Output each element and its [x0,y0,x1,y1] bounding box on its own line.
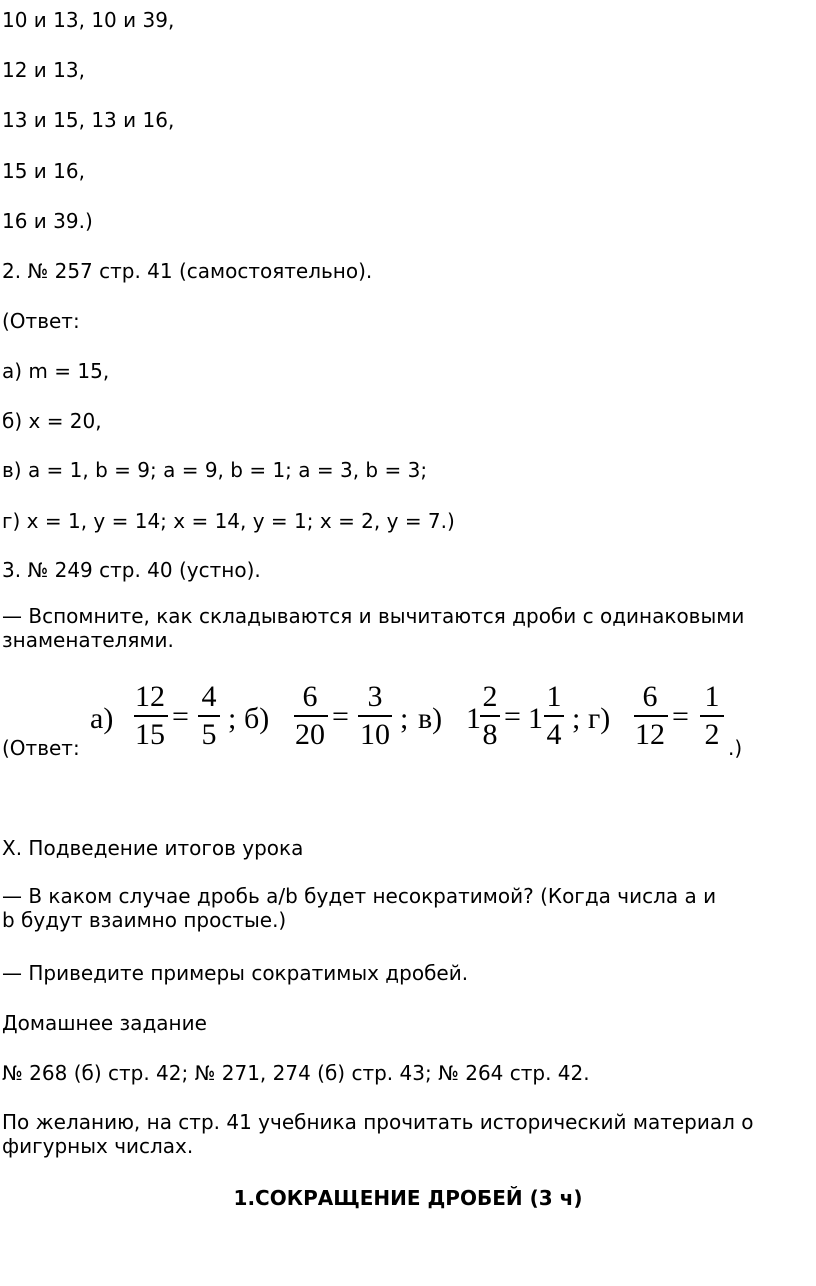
section-x-question-2: — Приведите примеры сократимых дробей. [2,961,469,985]
answer-g: г) x = 1, y = 14; x = 14, y = 1; x = 2, y = 7.) [2,509,455,533]
frac-a-num2: 4 [201,680,217,713]
frac-v-den2: 4 [546,718,562,751]
formula-label-v: в) [418,702,443,735]
homework-title: Домашнее задание [2,1011,207,1035]
frac-v-whole1: 1 [466,702,481,735]
fraction-answer-row [2,676,802,766]
answer-label: (Ответ: [2,309,80,333]
frac-g-num2: 1 [704,680,720,713]
homework-optional: По желанию, на стр. 41 учебника прочитать исторический материал о фигурных числах. [2,1110,754,1158]
fraction-formula-image [88,676,728,756]
section-x-question-1: — В каком случае дробь a/b будет несократимой? (Когда числа a и b будут взаимно простые.) [2,884,717,932]
frac-v-num1: 2 [482,680,498,713]
answer-line-2: 12 и 13, [2,58,85,82]
answer-line-4: 15 и 16, [2,159,85,183]
frac-v-whole2: 1 [528,702,543,735]
answer-v: в) a = 1, b = 9; a = 9, b = 1; a = 3, b = 3; [2,458,428,482]
homework-tasks: № 268 (б) стр. 42; № 271, 274 (б) стр. 43; № 264 стр. 42. [2,1061,590,1085]
answer-a: а) m = 15, [2,359,110,383]
formula-label-b: б) [244,702,270,735]
next-section-heading: 1.СОКРАЩЕНИЕ ДРОБЕЙ (3 ч) [233,1186,583,1210]
frac-a-den2: 5 [201,718,217,751]
frac-a-num1: 12 [135,680,165,713]
task-3-prompt: — Вспомните, как складываются и вычитаются дроби с одинаковыми знаменателями. [2,604,745,652]
answer-line-3: 13 и 15, 13 и 16, [2,108,175,132]
formula-label-a: а) [90,702,114,735]
answer-b: б) x = 20, [2,409,102,433]
fraction-answer-suffix: .) [728,736,743,760]
frac-a-eq: = [172,700,189,733]
answer-line-1: 10 и 13, 10 и 39, [2,8,175,32]
frac-v-den1: 8 [482,718,498,751]
frac-a-den1: 15 [135,718,165,751]
frac-b-sep: ; [400,702,409,735]
section-x-title: X. Подведение итогов урока [2,836,304,860]
task-2-heading: 2. № 257 стр. 41 (самостоятельно). [2,259,373,283]
frac-b-num2: 3 [367,680,383,713]
frac-g-num1: 6 [642,680,658,713]
frac-g-den2: 2 [704,718,720,751]
formula-label-g: г) [588,702,611,735]
frac-b-num1: 6 [302,680,318,713]
answer-line-5: 16 и 39.) [2,209,93,233]
frac-v-eq: = [504,700,521,733]
frac-b-eq: = [332,700,349,733]
task-3-heading: 3. № 249 стр. 40 (устно). [2,558,261,582]
frac-g-eq: = [672,700,689,733]
frac-b-den2: 10 [360,718,390,751]
frac-b-den1: 20 [295,718,325,751]
frac-a-sep: ; [228,702,237,735]
fraction-answer-prefix: (Ответ: [2,736,80,760]
frac-g-den1: 12 [635,718,665,751]
frac-v-num2: 1 [546,680,562,713]
frac-v-sep: ; [572,702,581,735]
